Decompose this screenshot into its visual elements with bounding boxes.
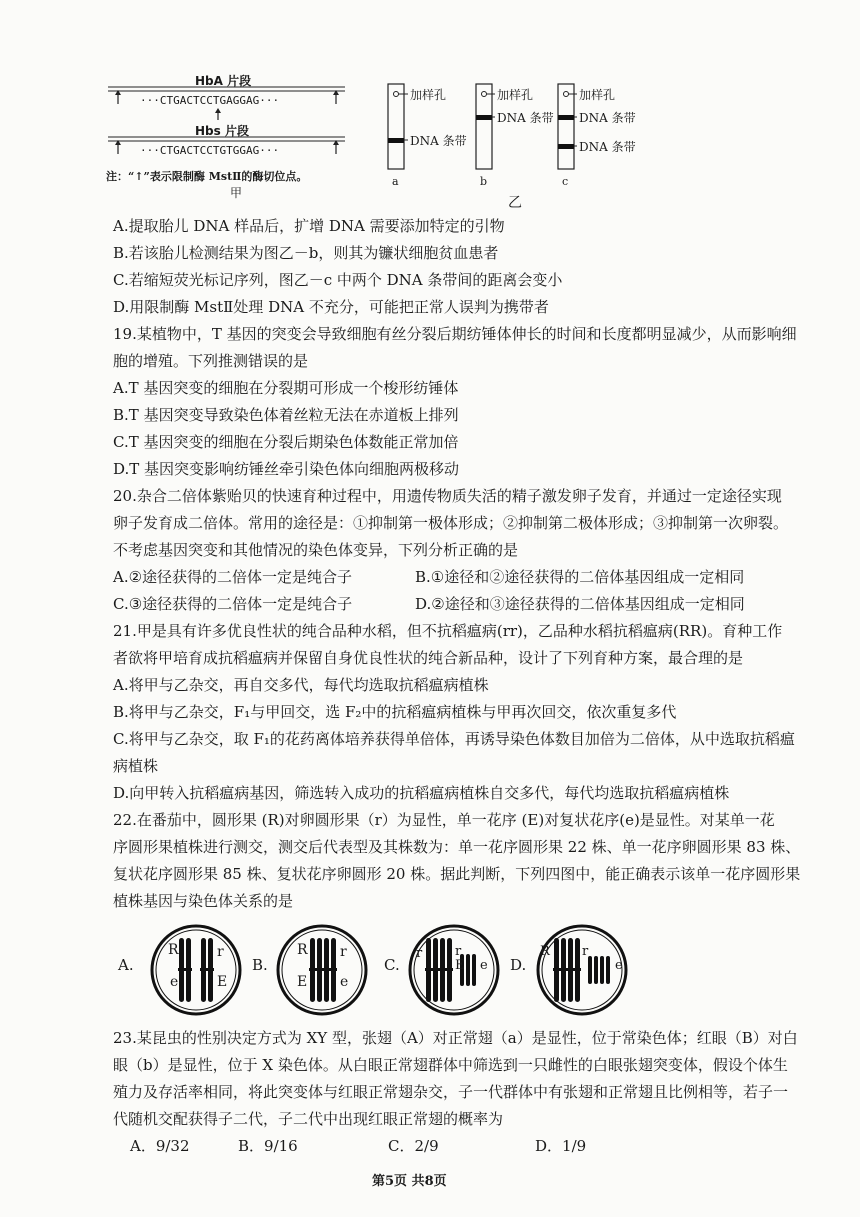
q20-option-a: A.②途径获得的二倍体一定是纯合子 xyxy=(113,568,353,586)
q21-stem-line2: 者欲将甲培育成抗稻瘟病并保留自身优良性状的纯合新品种，设计了下列育种方案，最合理的是 xyxy=(113,649,744,667)
figure-jia-caption: 甲 xyxy=(230,186,243,200)
q22-d-gene-e: e xyxy=(615,958,623,973)
q22-stem-line3: 复状花序圆形果 85 株、复状花序卵圆形 20 株。据此判断，下列四图中，能正确表示该单一花序圆形果 xyxy=(113,865,801,883)
q22-d-gene-R: R xyxy=(540,944,550,959)
lane-c-label: c xyxy=(562,175,569,188)
q23-option-b: B．9/16 xyxy=(238,1137,298,1155)
page-footer: 第5页 共8页 xyxy=(372,1174,447,1189)
lane-c-band-label-2: DNA 条带 xyxy=(579,140,636,154)
figure-note: 注：“↑”表示限制酶 MstⅡ的酶切位点。 xyxy=(106,170,308,183)
lane-b-well-label: 加样孔 xyxy=(497,88,534,102)
q19-stem-line2: 胞的增殖。下列推测错误的是 xyxy=(113,352,309,370)
q19-option-b: B.T 基因突变导致染色体着丝粒无法在赤道板上排列 xyxy=(113,406,459,424)
lane-a-label: a xyxy=(392,175,399,188)
q22-stem-line4: 植株基因与染色体关系的是 xyxy=(113,892,294,910)
q23-option-d: D．1/9 xyxy=(535,1137,587,1155)
q21-option-d: D.向甲转入抗稻瘟病基因，筛选转入成功的抗稻瘟病植株自交多代，每代均选取抗稻瘟病植株 xyxy=(113,784,730,802)
q20-stem-line2: 卵子发育成二倍体。常用的途径是：①抑制第一极体形成；②抑制第二极体形成；③抑制第一次卵裂。 xyxy=(113,514,789,532)
q22-b-gene-r: r xyxy=(340,944,347,960)
hba-label: HbA 片段 xyxy=(195,74,252,88)
q18-option-a: A.提取胎儿 DNA 样品后，扩增 DNA 需要添加特定的引物 xyxy=(113,217,505,235)
q20-option-c: C.③途径获得的二倍体一定是纯合子 xyxy=(113,595,353,613)
q18-option-d: D.用限制酶 MstⅡ处理 DNA 不充分，可能把正常人误判为携带者 xyxy=(113,298,549,316)
q22-diagrams xyxy=(112,918,672,1022)
q22-label-c: C. xyxy=(384,956,400,974)
q19-option-a: A.T 基因突变的细胞在分裂期可形成一个梭形纺锤体 xyxy=(113,379,459,397)
q23-option-c: C．2/9 xyxy=(388,1137,439,1155)
lane-c-band-label-1: DNA 条带 xyxy=(579,111,636,125)
q20-stem-line3: 不考虑基因突变和其他情况的染色体变异，下列分析正确的是 xyxy=(113,541,519,559)
q22-label-a: A. xyxy=(118,956,134,974)
q20-option-b: B.①途径和②途径获得的二倍体基因组成一定相同 xyxy=(415,568,745,586)
q22-cell-a xyxy=(146,918,246,1022)
q22-cell-b xyxy=(272,918,372,1022)
q21-option-c-line2: 病植株 xyxy=(113,757,159,775)
q22-b-gene-e: e xyxy=(340,974,349,990)
q20-stem-line1: 20.杂合二倍体紫贻贝的快速育种过程中，用遗传物质失活的精子激发卵子发育，并通过一定途径实现 xyxy=(113,487,782,505)
hbs-label: Hbs 片段 xyxy=(195,124,249,138)
q22-stem-line1: 22.在番茄中，圆形果 (R)对卵圆形果（r）为显性，单一花序 (E)对复状花序(e)是显性。对某单一花 xyxy=(113,811,775,829)
q21-option-a: A.将甲与乙杂交，再自交多代，每代均选取抗稻瘟病植株 xyxy=(113,676,489,694)
q22-cell-c xyxy=(404,918,504,1022)
q23-stem-line2: 眼（b）是显性，位于 X 染色体。从白眼正常翅群体中筛选到一只雌性的白眼张翅突变体，假设个体生 xyxy=(113,1056,788,1074)
q22-c-gene-E: E xyxy=(455,958,465,973)
q22-c-gene-e: e xyxy=(480,958,488,973)
q22-c-gene-r2: r xyxy=(455,944,462,959)
q23-stem-line3: 殖力及存活率相同，将此突变体与红眼正常翅杂交，子一代群体中有张翅和正常翅且比例相等，若子一 xyxy=(113,1083,789,1101)
q22-a-gene-e: e xyxy=(170,974,179,990)
q23-stem-line4: 代随机交配获得子二代，子二代中出现红眼正常翅的概率为 xyxy=(113,1110,504,1128)
q18-option-b: B.若该胎儿检测结果为图乙－b，则其为镰状细胞贫血患者 xyxy=(113,244,499,262)
lane-c-well-label: 加样孔 xyxy=(579,88,616,102)
q23-stem-line1: 23.某昆虫的性别决定方式为 XY 型，张翅（A）对正常翅（a）是显性，位于常染色体；红眼（B）对白 xyxy=(113,1029,798,1047)
q23-option-a: A．9/32 xyxy=(130,1137,190,1155)
q22-a-gene-E: E xyxy=(217,974,228,990)
hbs-sequence: ···CTGACTCCTGTGGAG··· xyxy=(140,144,280,157)
q22-a-gene-r: r xyxy=(217,944,224,960)
q22-b-gene-E: E xyxy=(297,974,308,990)
q22-label-b: B. xyxy=(252,956,268,974)
q22-c-gene-r: r xyxy=(416,946,423,961)
q19-stem-line1: 19.某植物中，T 基因的突变会导致细胞有丝分裂后期纺锤体伸长的时间和长度都明显减少，从而影响细 xyxy=(113,325,797,343)
q19-option-c: C.T 基因突变的细胞在分裂后期染色体数能正常加倍 xyxy=(113,433,459,451)
q21-option-b: B.将甲与乙杂交，F₁与甲回交，选 F₂中的抗稻瘟病植株与甲再次回交，依次重复多代 xyxy=(113,703,677,721)
q18-option-c: C.若缩短荧光标记序列，图乙－c 中两个 DNA 条带间的距离会变小 xyxy=(113,271,563,289)
q22-label-d: D. xyxy=(510,956,527,974)
hba-sequence: ···CTGACTCCTGAGGAG··· xyxy=(140,94,280,107)
lane-a-well-label: 加样孔 xyxy=(410,88,447,102)
q21-option-c-line1: C.将甲与乙杂交，取 F₁的花药离体培养获得单倍体，再诱导染色体数目加倍为二倍体，从中选取抗稻瘟 xyxy=(113,730,795,748)
q19-option-d: D.T 基因突变影响纺锤丝牵引染色体向细胞两极移动 xyxy=(113,460,460,478)
q22-a-gene-R: R xyxy=(168,942,179,958)
q22-b-gene-R: R xyxy=(297,942,308,958)
lane-b-band-label: DNA 条带 xyxy=(497,111,554,125)
q21-stem-line1: 21.甲是具有许多优良性状的纯合品种水稻，但不抗稻瘟病(rr)，乙品种水稻抗稻瘟病(RR)。育种工作 xyxy=(113,622,783,640)
lane-a-band-label: DNA 条带 xyxy=(410,134,467,148)
q22-stem-line2: 序圆形果植株进行测交，测交后代表型及其株数为：单一花序圆形果 22 株、单一花序卵圆形果 83 株、 xyxy=(113,838,801,856)
q22-d-gene-r: r xyxy=(582,944,589,959)
figure-yi xyxy=(380,80,680,210)
figure-yi-caption: 乙 xyxy=(508,195,522,211)
q20-option-d: D.②途径和③途径获得的二倍体基因组成一定相同 xyxy=(415,595,745,613)
lane-b-label: b xyxy=(480,175,488,188)
figure-jia xyxy=(100,70,370,200)
